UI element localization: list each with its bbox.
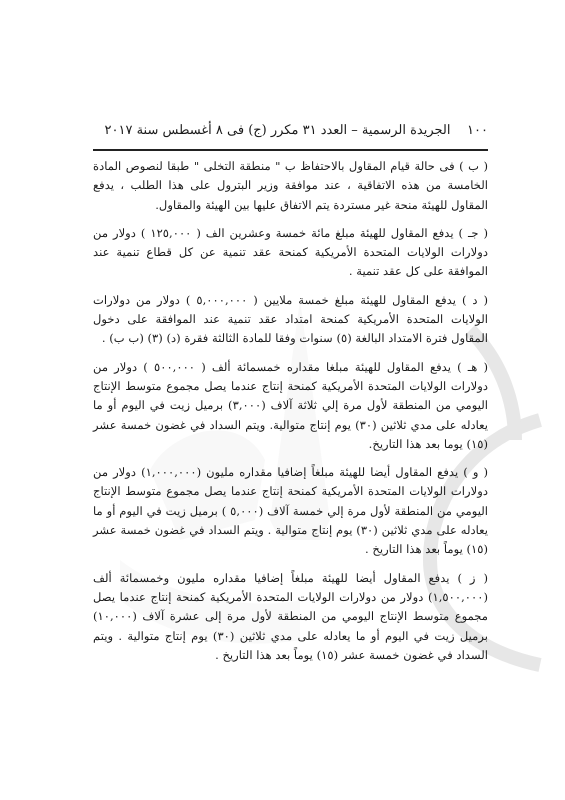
paragraph-label: ( هـ )	[457, 359, 488, 374]
paragraph-label: ( ب )	[459, 159, 488, 173]
paragraph-text: يدفع المقاول أيضا للهيئة مبلغاً إضافيا مقداره مليون (١,٠٠٠,٠٠٠) دولار من دولارات الولايات المتحدة الأمريكية كمنحة إنتاج عندما يصل مجموع متوسط الإنتاج اليومي من المنطقة لأول مرة إلي خمسة آلاف (٥,٠٠٠ ) برميل زيت في اليوم أو ما يعادله على مدي ثلاثين (٣٠) يوم إنتاج متوالية . ويتم السداد في غضون خمسة عشر (١٥) يوماً بعد هذا التاريخ .	[93, 465, 488, 557]
paragraph-h	[93, 358, 488, 454]
paragraph-b	[93, 157, 488, 215]
header-divider	[93, 149, 488, 151]
paragraph-text: يدفع المقاول للهيئة مبلغا مقداره خمسمائة ألف ( ٥٠٠,٠٠٠ ) دولار من دولارات الولايات المتحدة الأمريكية كمنحة إنتاج عندما يصل مجموع متوسط الإنتاج اليومي من المنطقة لأول مرة إلي ثلاثة آلاف (٣,٠٠٠) برميل زيت في اليوم أو ما يعادله على مدي ثلاثين (٣٠) يوم إنتاج متوالية. ويتم السداد في غضون خمسة عشر (١٥) يوما بعد هذا التاريخ.	[93, 359, 488, 451]
header-gap	[455, 123, 463, 138]
paragraph-text: يدفع المقاول أيضا للهيئة مبلغاً إضافيا مقداره مليون وخمسمائة ألف (١,٥٠٠,٠٠٠) دولار من دولارات الولايات المتحدة الأمريكية كمنحة إنتاج عندما يصل مجموع متوسط الإنتاج اليومي من المنطقة لأول مرة إلى عشرة آلاف (١٠,٠٠٠) برميل زيت في اليوم أو ما يعادله على مدي ثلاثين (٣٠) يوم إنتاج متوالية . ويتم السداد في غضون خمسة عشر (١٥) يوماً بعد هذا التاريخ .	[93, 570, 488, 662]
paragraph-text: يدفع المقاول للهيئة مبلغ خمسة ملايين ( ٥,٠٠٠,٠٠٠ ) دولار من دولارات الولايات المتحدة الأمريكية كمنحة امتداد عقد تنمية عند الموافقة على دخول المقاول فترة الامتداد البالغة (٥) سنوات وفقا للمادة الثالثة فقرة (د) (٣) (ب ب) .	[93, 292, 488, 346]
paragraph-text: يدفع المقاول للهيئة مبلغ مائة خمسة وعشرين الف ( ١٢٥,٠٠٠ ) دولار من دولارات الولايات المتحدة الأمريكية كمنحة عقد تنمية عن كل قطاع تنمية عند الموافقة على كل عقد تنمية .	[93, 225, 488, 279]
paragraph-j	[93, 224, 488, 282]
page-header	[93, 122, 488, 140]
paragraph-label: ( ز )	[457, 570, 488, 585]
paragraph-label: ( و )	[463, 465, 488, 480]
article-body	[93, 157, 488, 674]
paragraph-text: فى حالة قيام المقاول بالاحتفاظ ب " منطقة التخلى " طبقا لنصوص المادة الخامسة من هذه الاتفاقية ، عند موافقة وزير البترول على هذا الطلب ، يدفع المقاول للهيئة منحة غير مستردة يتم الاتفاق عليها بين الهيئة والمقاول.	[93, 159, 488, 212]
paragraph-d	[93, 291, 488, 349]
page-number: ١٠٠	[467, 123, 488, 138]
paragraph-label: ( جـ )	[458, 225, 488, 240]
publication-title: الجريدة الرسمية – العدد ٣١ مكرر (ج) فى ٨ أغسطس سنة ٢٠١٧	[104, 123, 451, 138]
paragraph-z	[93, 569, 488, 665]
paragraph-w	[93, 463, 488, 559]
paragraph-label: ( د )	[461, 292, 488, 307]
